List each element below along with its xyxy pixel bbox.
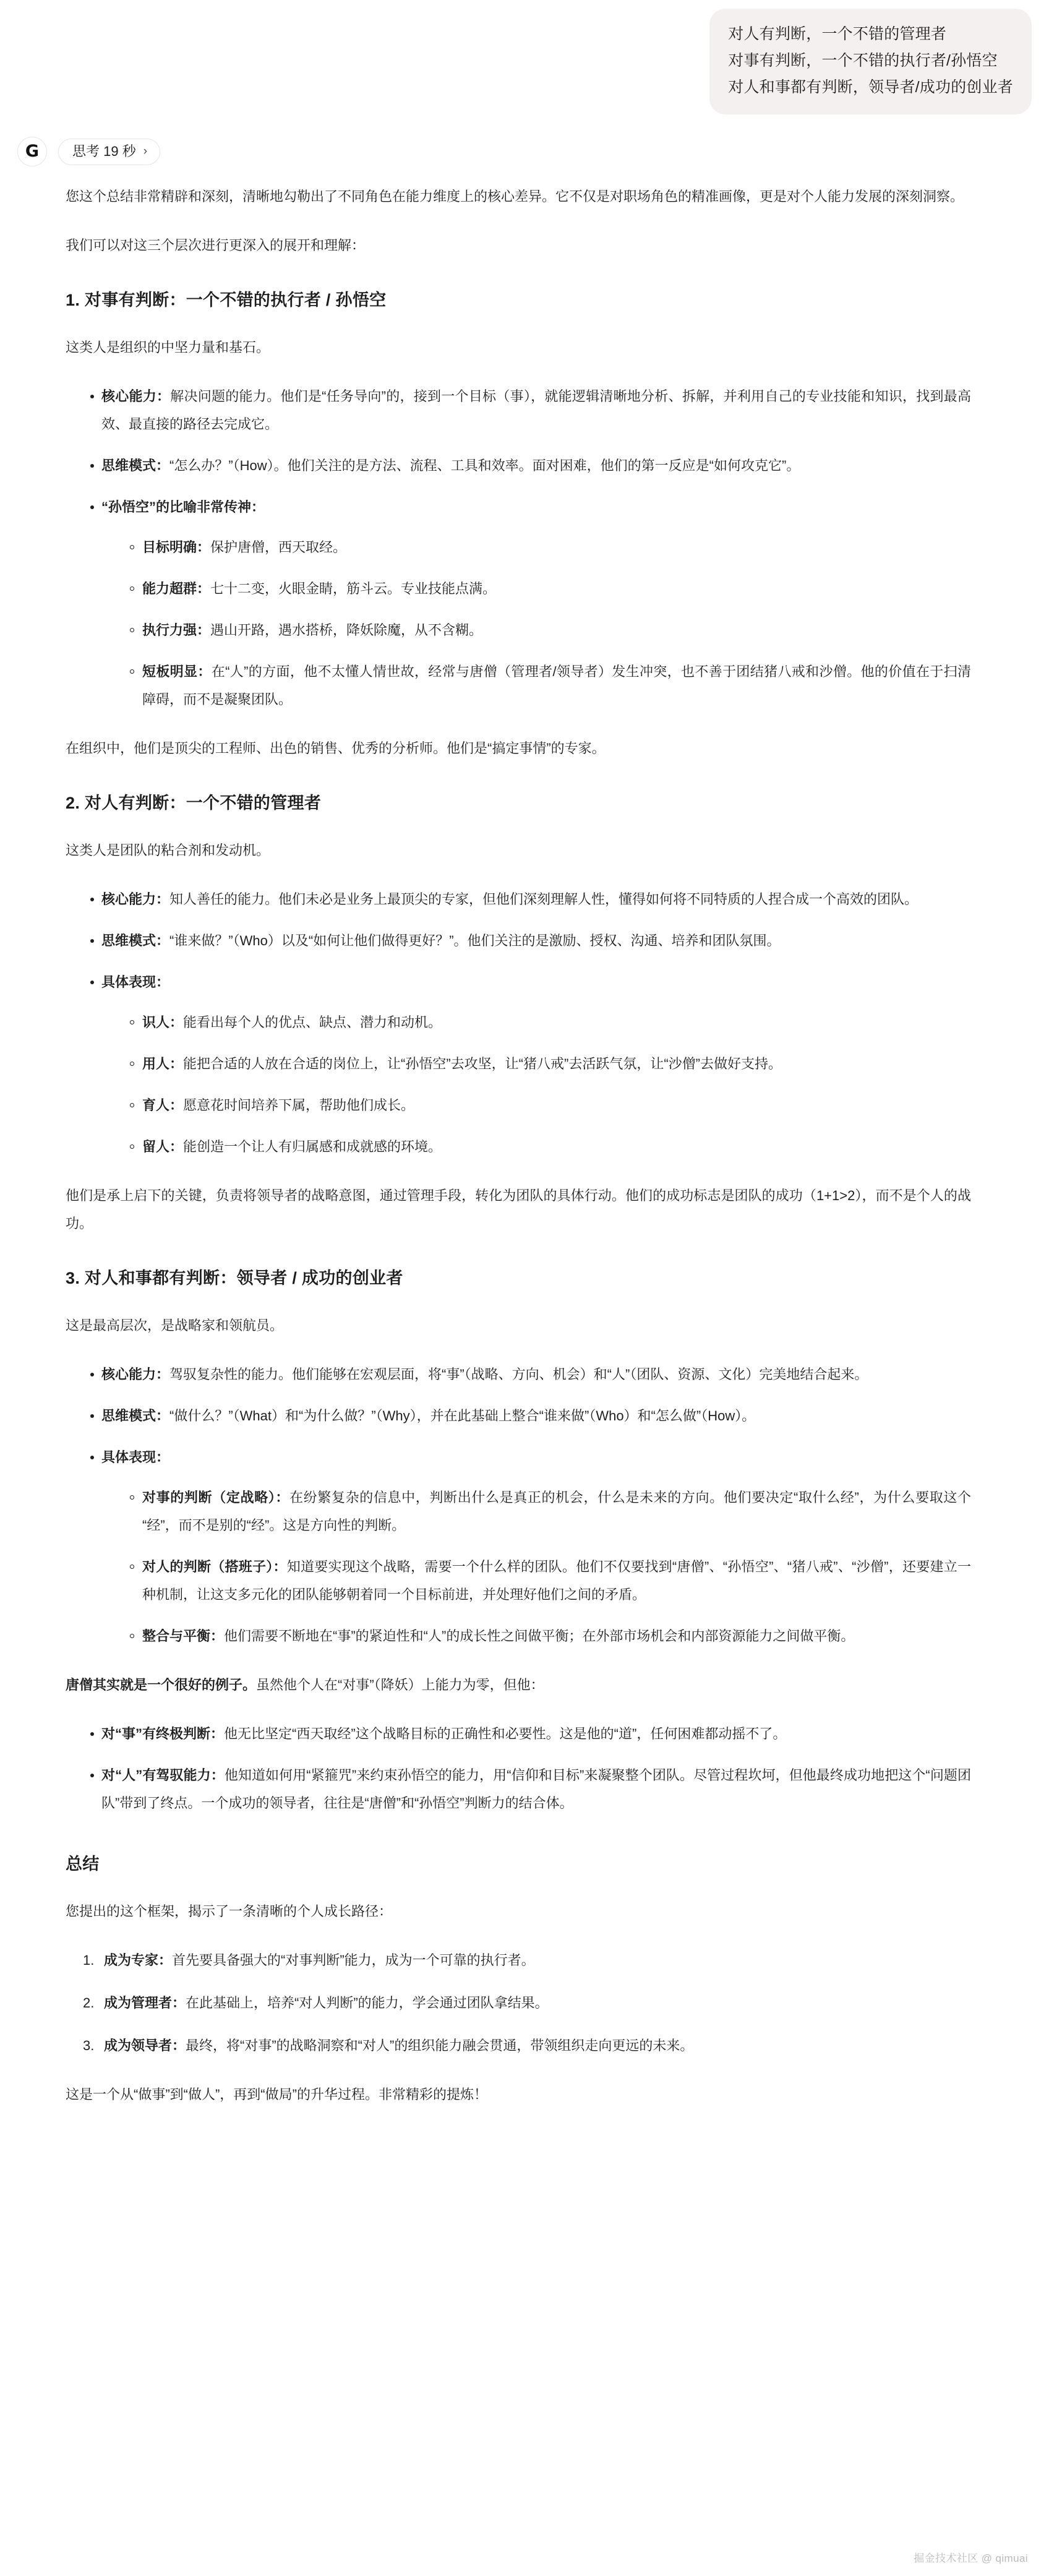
- list-item: [104, 1946, 971, 1974]
- step-text: 在此基础上，培养“对人判断”的能力，学会通过团队拿结果。: [186, 1995, 549, 2011]
- user-message-line-2: 对事有判断，一个不错的执行者/孙悟空: [728, 52, 998, 69]
- assistant-message: [0, 114, 1049, 2108]
- sub-bullet-label: 对事的判断（定战略）：: [142, 1490, 290, 1505]
- list-item: [130, 658, 971, 713]
- list-item: [90, 493, 971, 713]
- lead-in-paragraph: 我们可以对这三个层次进行更深入的展开和理解：: [66, 238, 366, 253]
- step-label: 成为领导者：: [104, 2038, 186, 2053]
- list-item: [90, 927, 971, 955]
- sub-bullet-label: 能力超群：: [142, 581, 211, 596]
- list-item: [130, 575, 971, 603]
- bullet-text: 他知道如何用“紧箍咒”来约束孙悟空的能力，用“信仰和目标”来凝聚整个团队。尽管过程坎坷，但他最终成功地把这个“问题团队”带到了终点。一个成功的领导者，往往是“唐僧”和“孙悟空”判断力的结合体。: [101, 1767, 971, 1811]
- section-1-bullet-list: [66, 382, 971, 713]
- step-label: 成为管理者：: [104, 1995, 186, 2011]
- list-item: [90, 885, 971, 913]
- section-3-sub-list: [101, 1483, 971, 1650]
- step-text: 最终，将“对事”的战略洞察和“对人”的组织能力融会贯通，带领组织走向更远的未来。: [186, 2038, 694, 2053]
- sub-bullet-label: 目标明确：: [142, 539, 211, 555]
- bullet-label: 对“事”有终极判断：: [101, 1726, 225, 1741]
- step-label: 成为专家：: [104, 1952, 173, 1968]
- sub-bullet-text: 保护唐僧，西天取经。: [210, 539, 347, 555]
- list-item: [90, 1360, 971, 1388]
- sub-bullet-text: 遇山开路，遇水搭桥，降妖除魔，从不含糊。: [210, 622, 483, 638]
- tangseng-lead-rest: 虽然他个人在“对事”（降妖）上能力为零，但他：: [256, 1677, 544, 1693]
- section-1-heading: 1. 对事有判断：一个不错的执行者 / 孙悟空: [66, 291, 387, 309]
- bullet-text: 知人善任的能力。他们未必是业务上最顶尖的专家，但他们深刻理解人性，懂得如何将不同特质的人捏合成一个高效的团队。: [169, 891, 918, 907]
- sub-bullet-label: 用人：: [142, 1056, 184, 1071]
- sub-bullet-label: 整合与平衡：: [142, 1628, 225, 1644]
- sub-bullet-text: 能看出每个人的优点、缺点、潜力和动机。: [183, 1015, 442, 1030]
- list-item: [130, 1622, 971, 1650]
- sub-bullet-text: 能创造一个让人有归属感和成就感的环境。: [183, 1139, 442, 1154]
- bullet-label: 核心能力：: [101, 1367, 170, 1382]
- section-1-sub-list: [101, 533, 971, 713]
- sub-bullet-text: 他们需要不断地在“事”的紧迫性和“人”的成长性之间做平衡；在外部市场机会和内部资源能力之间做平衡。: [224, 1628, 855, 1644]
- user-message-row: [0, 0, 1049, 114]
- sub-bullet-label: 留人：: [142, 1139, 184, 1154]
- list-item: [104, 2032, 971, 2059]
- tangseng-lead-bold: 唐僧其实就是一个很好的例子。: [66, 1677, 257, 1693]
- list-item: [90, 968, 971, 1161]
- list-item: [130, 1133, 971, 1161]
- assistant-header: [17, 137, 1012, 166]
- summary-step-list: [66, 1946, 971, 2059]
- list-item: [90, 1402, 971, 1430]
- bullet-label: “孙悟空”的比喻非常传神：: [101, 499, 265, 515]
- gemini-avatar-icon: [17, 137, 47, 166]
- assistant-content: [17, 166, 1012, 2108]
- sub-bullet-label: 育人：: [142, 1097, 184, 1113]
- bullet-label: 思维模式：: [101, 933, 170, 948]
- section-3-bullet-list: [66, 1360, 971, 1650]
- bullet-text: 解决问题的能力。他们是“任务导向”的，接到一个目标（事），就能逻辑清晰地分析、拆解，并利用自己的专业技能和知识，找到最高效、最直接的路径去完成它。: [101, 389, 971, 432]
- list-item: [104, 1989, 971, 2017]
- list-item: [90, 1761, 971, 1817]
- sub-bullet-text: 在纷繁复杂的信息中，判断出什么是真正的机会，什么是未来的方向。他们要决定“取什么经”，为什么要取这个“经”，而不是别的“经”。这是方向性的判断。: [142, 1490, 971, 1533]
- sub-bullet-label: 短板明显：: [142, 664, 212, 679]
- section-2-intro: 这类人是团队的粘合剂和发动机。: [66, 843, 270, 858]
- intro-paragraph: 您这个总结非常精辟和深刻，清晰地勾勒出了不同角色在能力维度上的核心差异。它不仅是对职场角色的精准画像，更是对个人能力发展的深刻洞察。: [66, 189, 964, 204]
- step-text: 首先要具备强大的“对事判断”能力，成为一个可靠的执行者。: [172, 1952, 535, 1968]
- bullet-label: 思维模式：: [101, 1408, 170, 1423]
- section-2-sub-list: [101, 1008, 971, 1161]
- bullet-label: 核心能力：: [101, 389, 171, 404]
- list-item: [130, 1008, 971, 1036]
- summary-closing: 这是一个从“做事”到“做人”，再到“做局”的升华过程。非常精彩的提炼！: [66, 2087, 487, 2102]
- list-item: [130, 1050, 971, 1078]
- user-message-line-1: 对人有判断，一个不错的管理者: [728, 25, 947, 43]
- user-message-line-3: 对人和事都有判断，领导者/成功的创业者: [728, 79, 1013, 96]
- watermark: 掘金技术社区 @ qimuai: [914, 2552, 1028, 2564]
- bullet-text: 驾驭复杂性的能力。他们能够在宏观层面，将“事”（战略、方向、机会）和“人”（团队、资源、文化）完美地结合起来。: [169, 1367, 868, 1382]
- sub-bullet-text: 能把合适的人放在合适的岗位上，让“孙悟空”去攻坚，让“猪八戒”去活跃气氛，让“沙僧”去做好支持。: [183, 1056, 782, 1071]
- section-1-closing: 在组织中，他们是顶尖的工程师、出色的销售、优秀的分析师。他们是“搞定事情”的专家。: [66, 741, 606, 756]
- bullet-label: 对“人”有驾驭能力：: [101, 1767, 225, 1783]
- user-message-bubble[interactable]: [709, 9, 1032, 114]
- bullet-text: “谁来做？”（Who）以及“如何让他们做得更好？”。他们关注的是激励、授权、沟通、培养和团队氛围。: [169, 933, 781, 948]
- bullet-label: 思维模式：: [101, 458, 170, 473]
- list-item: [130, 1553, 971, 1608]
- tangseng-bullet-list: [66, 1720, 971, 1817]
- summary-heading: 总结: [66, 1855, 100, 1873]
- bullet-label: 核心能力：: [101, 891, 170, 907]
- section-3-intro: 这是最高层次，是战略家和领航员。: [66, 1318, 284, 1333]
- sub-bullet-text: 七十二变，火眼金睛，筋斗云。专业技能点满。: [210, 581, 497, 596]
- bullet-text: “怎么办？”（How）。他们关注的是方法、流程、工具和效率。面对困难，他们的第一反应是“如何攻克它”。: [169, 458, 800, 473]
- tangseng-lead-paragraph: [66, 1671, 971, 1699]
- sub-bullet-label: 识人：: [142, 1015, 184, 1030]
- list-item: [130, 1483, 971, 1539]
- thinking-duration-button[interactable]: [58, 139, 160, 165]
- sub-bullet-text: 在“人”的方面，他不太懂人情世故，经常与唐僧（管理者/领导者）发生冲突，也不善于团结猪八戒和沙僧。他的价值在于扫清障碍，而不是凝聚团队。: [142, 664, 971, 707]
- list-item: [90, 1443, 971, 1650]
- list-item: [130, 1091, 971, 1119]
- sub-bullet-text: 愿意花时间培养下属，帮助他们成长。: [183, 1097, 415, 1113]
- sub-bullet-label: 对人的判断（搭班子）：: [142, 1559, 287, 1574]
- bullet-text: “做什么？”（What）和“为什么做？”（Why），并在此基础上整合“谁来做”（Who）和“怎么做”（How）。: [169, 1408, 756, 1423]
- sub-bullet-label: 执行力强：: [142, 622, 211, 638]
- summary-intro: 您提出的这个框架，揭示了一条清晰的个人成长路径：: [66, 1904, 393, 1919]
- section-3-heading: 3. 对人和事都有判断：领导者 / 成功的创业者: [66, 1269, 403, 1287]
- list-item: [130, 616, 971, 644]
- section-2-bullet-list: [66, 885, 971, 1161]
- list-item: [90, 452, 971, 479]
- list-item: [90, 382, 971, 438]
- sub-bullet-text: 知道要实现这个战略，需要一个什么样的团队。他们不仅要找到“唐僧”、“孙悟空”、“猪八戒”、“沙僧”，还要建立一种机制，让这支多元化的团队能够朝着同一个目标前进，并处理好他们之间的矛盾。: [142, 1559, 971, 1602]
- chevron-right-icon: ›: [143, 145, 148, 158]
- avatar-letter: G: [25, 141, 40, 161]
- section-2-heading: 2. 对人有判断：一个不错的管理者: [66, 794, 322, 812]
- thinking-duration-label: 思考 19 秒: [72, 143, 136, 159]
- bullet-text: 他无比坚定“西天取经”这个战略目标的正确性和必要性。这是他的“道”，任何困难都动摇不了。: [224, 1726, 787, 1741]
- list-item: [90, 1720, 971, 1748]
- section-1-intro: 这类人是组织的中坚力量和基石。: [66, 340, 270, 355]
- bullet-label: 具体表现：: [101, 1449, 170, 1465]
- list-item: [130, 533, 971, 561]
- bullet-label: 具体表现：: [101, 974, 170, 990]
- section-2-closing: 他们是承上启下的关键，负责将领导者的战略意图，通过管理手段，转化为团队的具体行动。他们的成功标志是团队的成功（1+1>2），而不是个人的战功。: [66, 1188, 971, 1231]
